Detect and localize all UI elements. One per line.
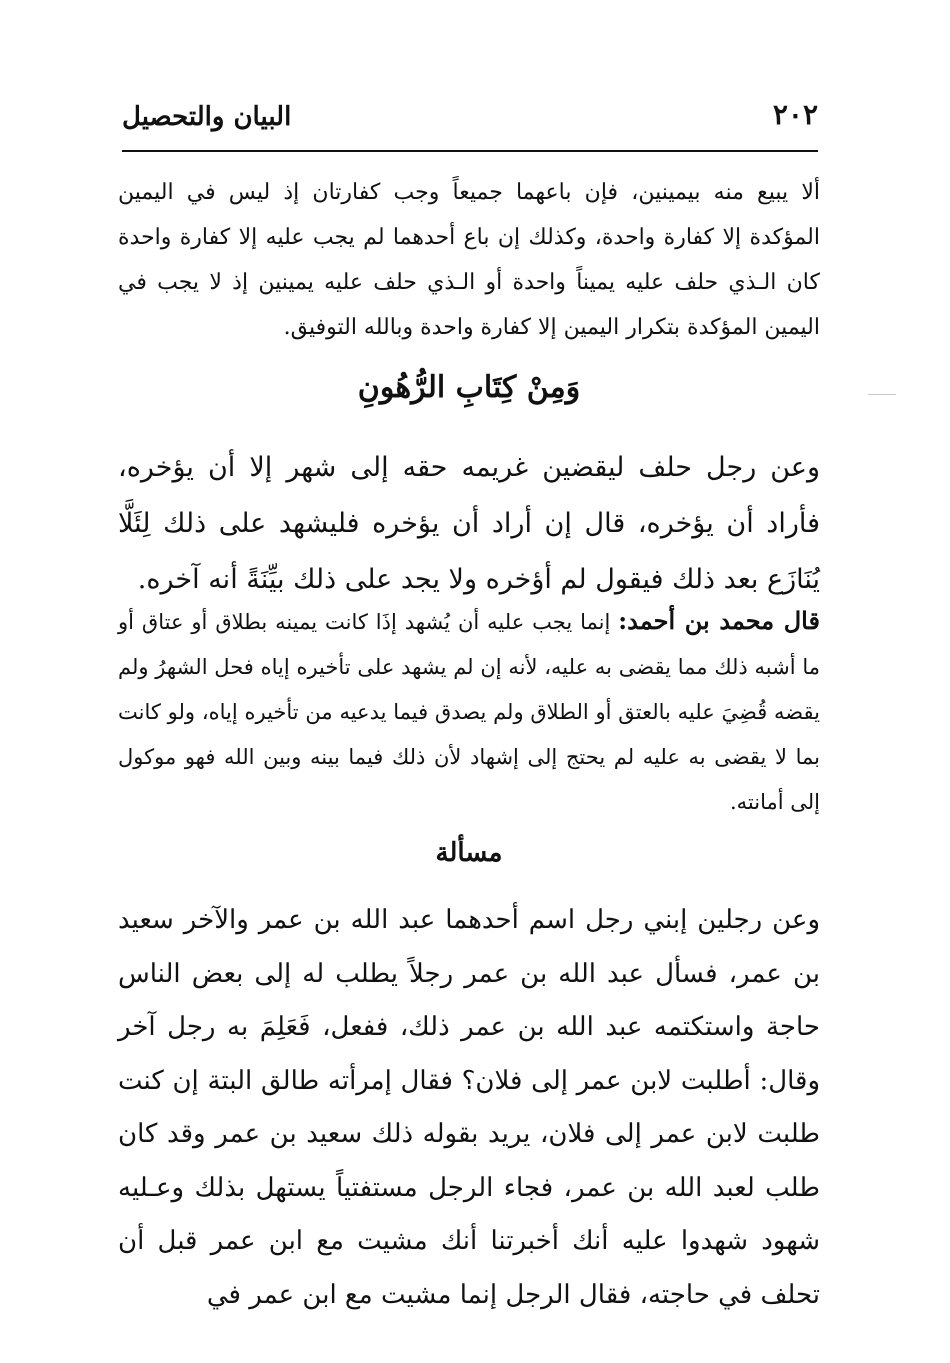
case-2-paragraph: وعن رجلين إبني رجل اسم أحدهما عبد الله بن عمر والآخر سعيد بن عمر، فسأل عبد الله بن عمر رجلاً يطلب له إلى بعض الناس حاجة واستكتمه عبد الله بن عمر ذلك، ففعل، فَعَلِمَ به رجل آخر وقال: أطلبت لابن عمر إلى فلان؟ فقال إمرأته طالق البتة إن كنت طلبت لابن عمر إلى فلان، يريد بقوله ذلك سعيد بن عمر وقد كان طلب لعبد الله بن عمر، فجاء الرجل مستفتياً يستهل بذلك وعـليه شهود شهدوا عليه أنك أخبرتنا أنك مشيت مع ابن عمر قبل أن تحلف في حاجته، فقال الرجل إنما مشيت مع ابن عمر في (118, 905, 820, 1310)
commentary-speaker: قال محمد بن أحمد: (618, 606, 820, 635)
case-1-paragraph: وعن رجل حلف ليقضين غريمه حقه إلى شهر إلا أن يؤخره، فأراد أن يؤخره، قال إن أراد أن يؤخره فليشهد على ذلك لِئَلَّا يُنَازَع بعد ذلك فيقول لم أؤخره ولا يجد على ذلك بيِّنَةً أنه آخره. (118, 452, 820, 595)
intro-paragraph: ألا يبيع منه بيمينين، فإن باعهما جميعاً وجب كفارتان إذ ليس في اليمين المؤكدة إلا كفارة واحدة، وكذلك إن باع أحدهما لم يجب عليه إلا كفارة واحدة كان الـذي حلف عليه يميناً واحدة أو الـذي حلف عليه يمينين إذ لا يجب في اليمين المؤكدة بتكرار اليمين إلا كفارة واحدة وبالله التوفيق. (118, 180, 820, 340)
book-title: البيان والتحصيل (122, 102, 292, 132)
intro-paragraph-block (118, 170, 820, 350)
commentary-block (118, 598, 820, 825)
question-heading: مسألة (435, 838, 503, 868)
case-1-block (118, 440, 820, 608)
case-2-block (118, 894, 820, 1322)
running-header (122, 92, 818, 152)
section-heading: وَمِنْ كِتَابِ الرُّهُونِ (357, 370, 581, 405)
commentary-paragraph (118, 598, 820, 825)
page-number: ٢٠٢ (772, 98, 818, 131)
margin-mark (868, 394, 896, 395)
commentary-text: إنما يجب عليه أن يُشهد إذَا كانت يمينه بطلاق أو عتاق أو ما أشبه ذلك مما يقضى به عليه، لأنه إن لم يشهد على تأخيره إياه فحل الشهرُ ولم يقضه قُضِيَ عليه بالعتق أو الطلاق ولم يصدق فيما يدعيه من تأخيره إياه، ولو كانت بما لا يقضى به عليه لم يحتج إلى إشهاد لأن ذلك فيما بينه وبين الله فهو موكول إلى أمانته. (118, 610, 820, 814)
